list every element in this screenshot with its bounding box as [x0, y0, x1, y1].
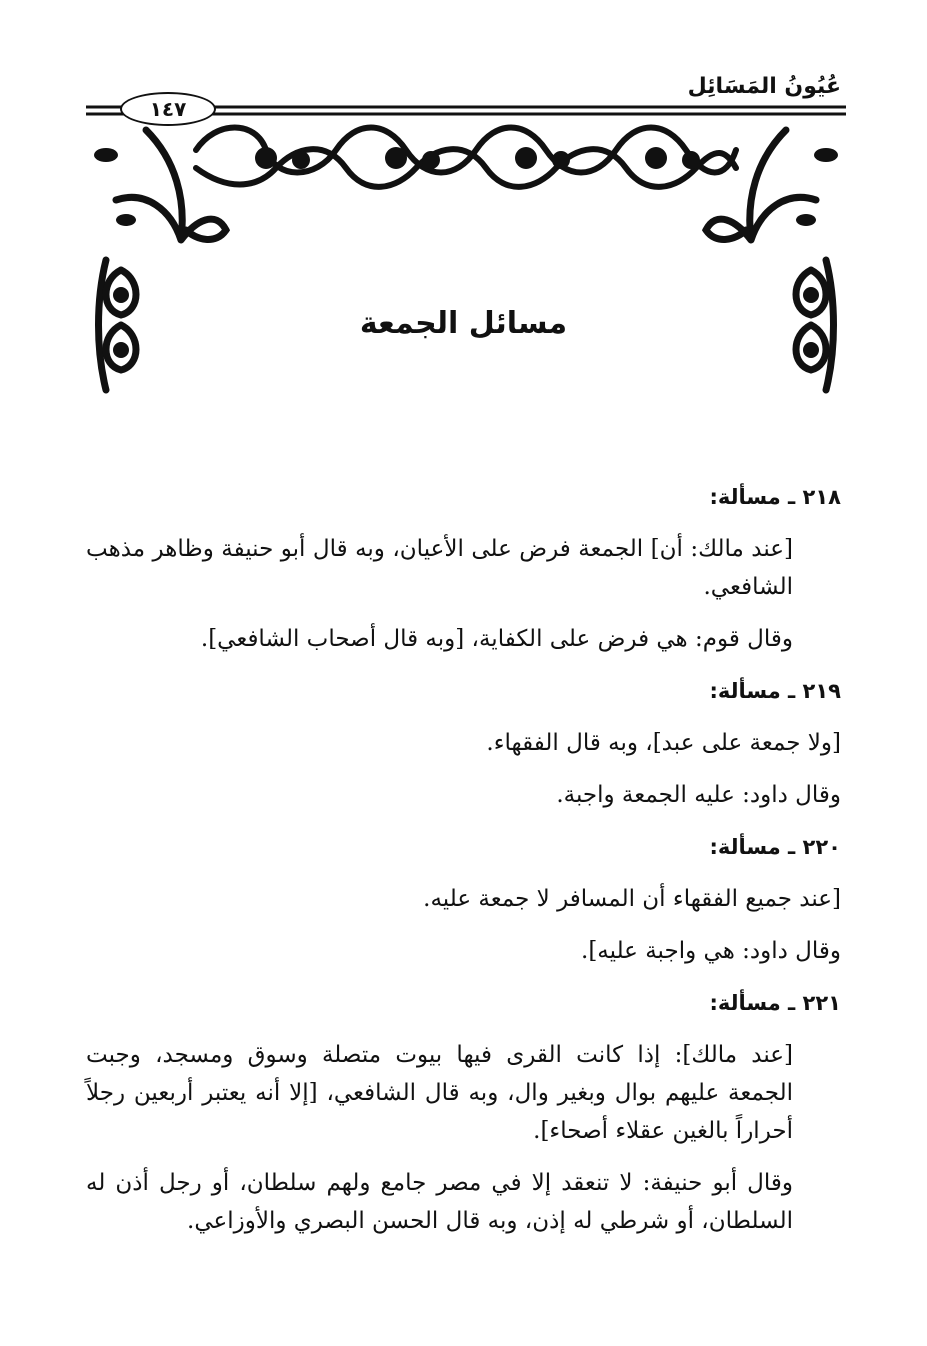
issue-heading: ٢١٩ ـ مسألة:: [709, 679, 841, 703]
issue-221: [86, 984, 841, 1240]
issue-heading: ٢٢٠ ـ مسألة:: [709, 835, 841, 859]
paragraph: وقال داود: هي واجبة عليه].: [581, 938, 841, 964]
issue-heading: ٢١٨ ـ مسألة:: [709, 485, 841, 509]
page-number: ١٤٧: [120, 92, 216, 126]
ornamental-frame: [86, 110, 846, 410]
issue-heading: ٢٢١ ـ مسألة:: [709, 991, 841, 1015]
main-text: [86, 478, 841, 1254]
paragraph: [عند مالك]: إذا كانت القرى فيها بيوت متصلة وسوق ومسجد، وجبت الجمعة عليهم بوال وبغير وال، وبه قال الشافعي، [إلا أنه يعتبر أربعين رجلاً أحراراً بالغين عقلاء أصحاء].: [86, 1042, 793, 1144]
paragraph: [عند جميع الفقهاء أن المسافر لا جمعة عليه.: [423, 886, 841, 912]
paragraph: وقال داود: عليه الجمعة واجبة.: [556, 782, 841, 808]
issue-218: [86, 478, 841, 658]
paragraph: وقال أبو حنيفة: لا تنعقد إلا في مصر جامع ولهم سلطان، أو رجل أذن له السلطان، أو شرطي له إذن، وبه قال الحسن البصري والأوزاعي.: [86, 1170, 793, 1234]
paragraph: [ولا جمعة على عبد]، وبه قال الفقهاء.: [486, 730, 841, 756]
issue-219: [86, 672, 841, 814]
running-title: عُيُونُ المَسَائِل: [687, 74, 841, 99]
paragraph: وقال قوم: هي فرض على الكفاية، [وبه قال أصحاب الشافعي].: [200, 626, 793, 652]
paragraph: [عند مالك: أن] الجمعة فرض على الأعيان، وبه قال أبو حنيفة وظاهر مذهب الشافعي.: [86, 536, 793, 600]
issue-220: [86, 828, 841, 970]
chapter-title: مسائل الجمعة: [359, 306, 568, 341]
